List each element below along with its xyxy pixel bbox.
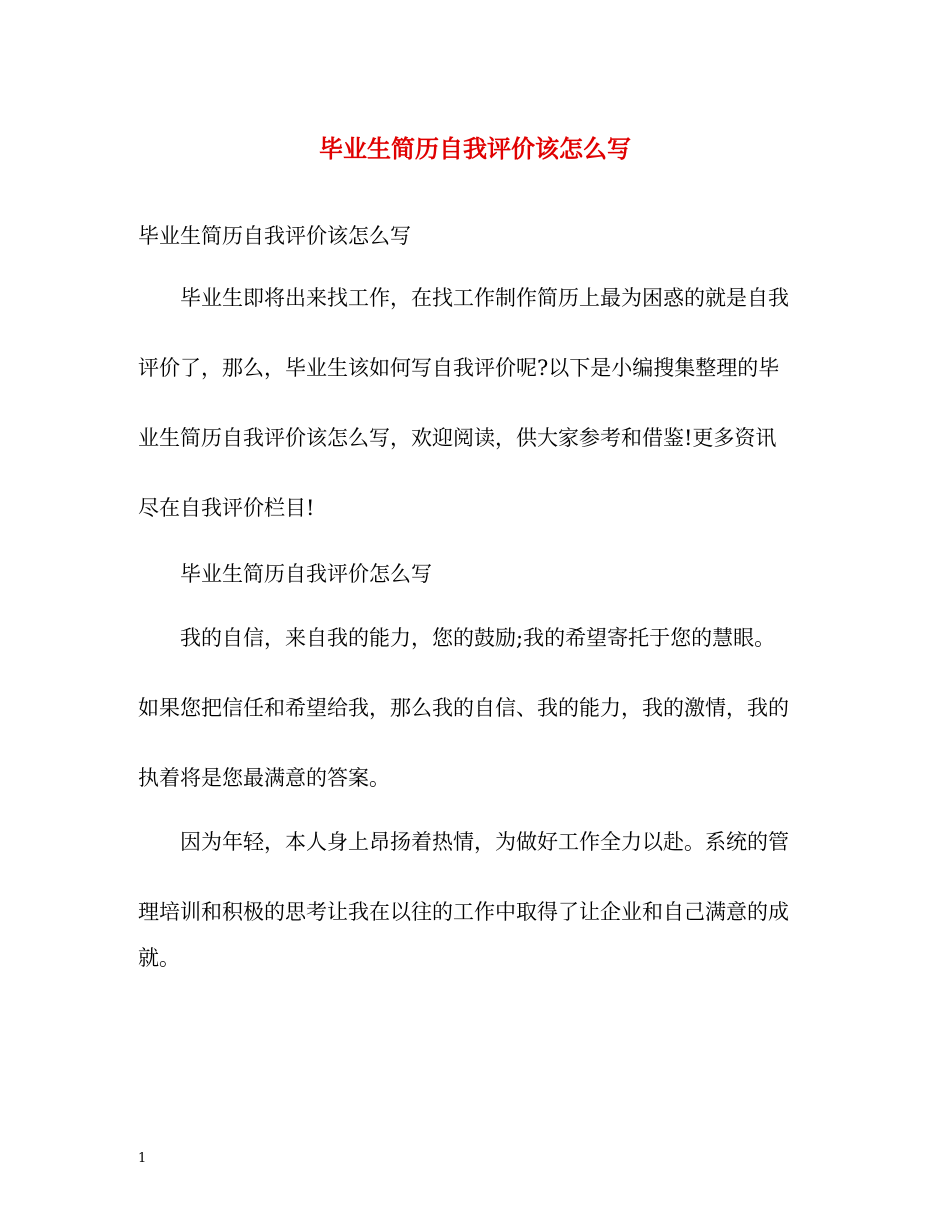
document-title: 毕业生简历自我评价该怎么写 [319,134,631,163]
section-heading: 毕业生简历自我评价怎么写 [180,562,432,586]
page-number: 1 [138,1151,147,1166]
paragraph-line: 理培训和积极的思考让我在以往的工作中取得了让企业和自己满意的成 [138,900,789,924]
subtitle-line: 毕业生简历自我评价该怎么写 [138,224,411,248]
paragraph-line: 如果您把信任和希望给我，那么我的自信、我的能力，我的激情，我的 [138,696,789,720]
paragraph-line: 业生简历自我评价该怎么写，欢迎阅读，供大家参考和借鉴!更多资讯 [138,426,777,450]
paragraph-line: 尽在自我评价栏目! [138,496,315,520]
paragraph-line: 毕业生即将出来找工作，在找工作制作简历上最为困惑的就是自我 [180,286,789,310]
paragraph-line: 因为年轻，本人身上昂扬着热情，为做好工作全力以赴。系统的管 [180,830,789,854]
paragraph-line: 执着将是您最满意的答案。 [138,766,390,790]
paragraph-line: 就。 [138,946,180,970]
paragraph-line: 我的自信，来自我的能力，您的鼓励;我的希望寄托于您的慧眼。 [180,626,776,650]
paragraph-line: 评价了，那么，毕业生该如何写自我评价呢?以下是小编搜集整理的毕 [138,356,780,380]
